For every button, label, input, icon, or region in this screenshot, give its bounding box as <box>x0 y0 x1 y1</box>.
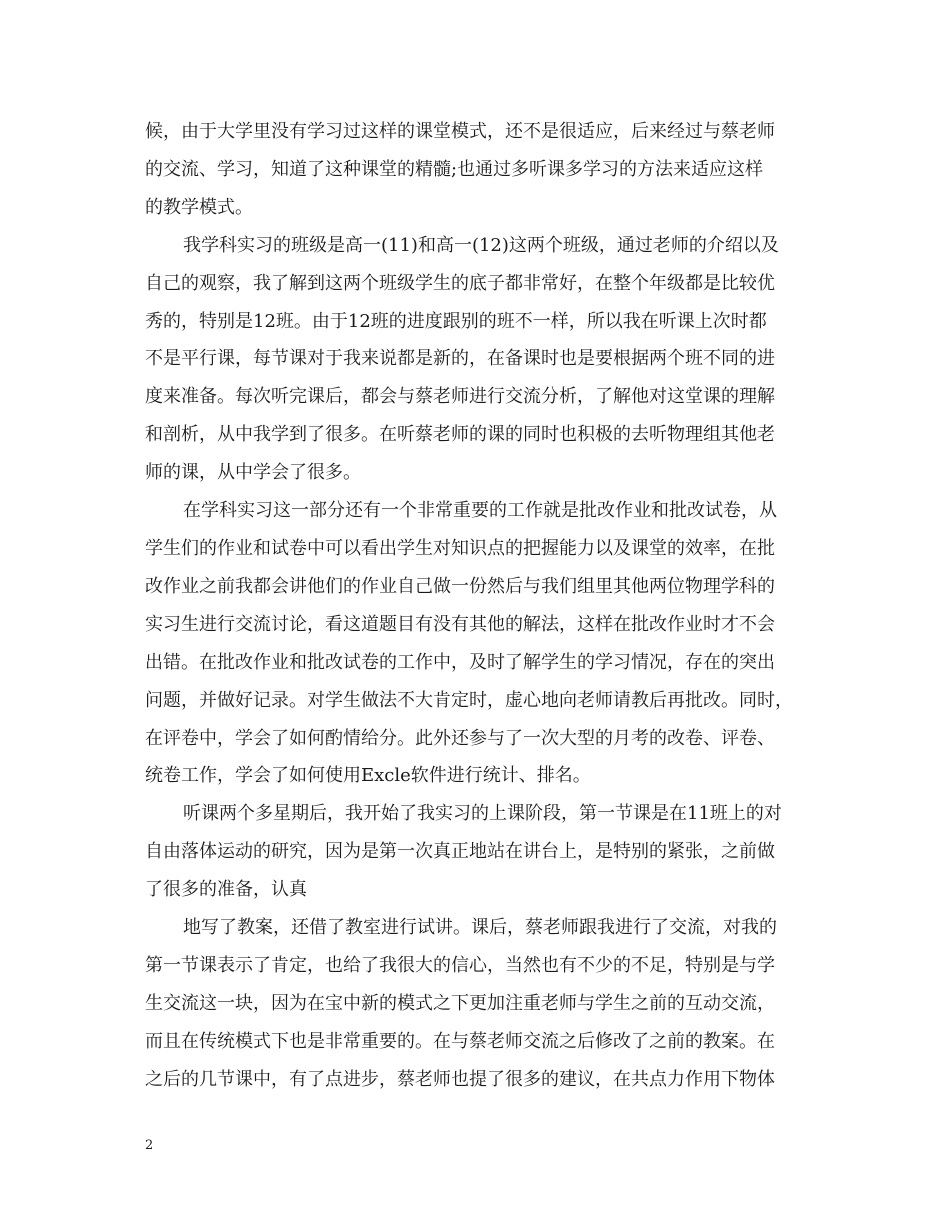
paragraph-continuation: 候，由于大学里没有学习过这样的课堂模式，还不是很适应，后来经过与蔡老师 的交流、学习，知道了这种课堂的精髓;也通过多听课多学习的方法来适应这样 的教学模式。 <box>145 121 775 218</box>
document-body <box>145 113 815 1099</box>
page-number: 2 <box>145 1138 154 1153</box>
paragraph-grading-work: 在学科实习这一部分还有一个非常重要的工作就是批改作业和批改试卷，从 学生们的作业和试卷中可以看出学生对知识点的把握能力以及课堂的效率，在批 改作业之前我都会讲他们的作业自己做一份然后与我们组里其他两位物理学科的 实习生进行交流讨论，看这道题目有没有其他的解法，这样在批改作业时才不会 出错。在批改作业和批改试卷的工作中，及时了解学生的学习情况，存在的突出 问题，并做好记录。对学生做法不大肯定时，虚心地向老师请教后再批改。同时， 在评卷中，学会了如何酌情给分。此外还参与了一次大型的月考的改卷、评卷、 统卷工作，学会了如何使用Excle软件进行统计、排名。 <box>145 500 793 787</box>
paragraph-first-lesson: 听课两个多星期后，我开始了我实习的上课阶段，第一节课是在11班上的对 自由落体运动的研究，因为是第一次真正地站在讲台上，是特别的紧张，之前做 了很多的准备，认真 <box>145 803 782 901</box>
paragraph-class-assignment: 我学科实习的班级是高一(11)和高一(12)这两个班级，通过老师的介绍以及 自己的观察，我了解到这两个班级学生的底子都非常好，在整个年级都是比较优 秀的，特别是12班。由于12班的进度跟别的班不一样，所以我在听课上次时都 不是平行课，每节课对于我来说都是新的，在备课时也是要根据两个班不同的进 度来准备。每次听完课后，都会与蔡老师进行交流分析，了解他对这堂课的理解 和剖析，从中我学到了很多。在听蔡老师的课的同时也积极的去听物理组其他老 师的课，从中学会了很多。 <box>145 234 779 484</box>
paragraph-lesson-feedback: 地写了教案，还借了教室进行试讲。课后，蔡老师跟我进行了交流，对我的 第一节课表示了肯定，也给了我很大的信心，当然也有不少的不足，特别是与学 生交流这一块，因为在宝中新的模式之下更加注重老师与学生之前的互动交流， 而且在传统模式下也是非常重要的。在与蔡老师交流之后修改了之前的教案。在 之后的几节课中，有了点进步，蔡老师也提了很多的建议，在共点力作用下物体 <box>145 917 777 1090</box>
